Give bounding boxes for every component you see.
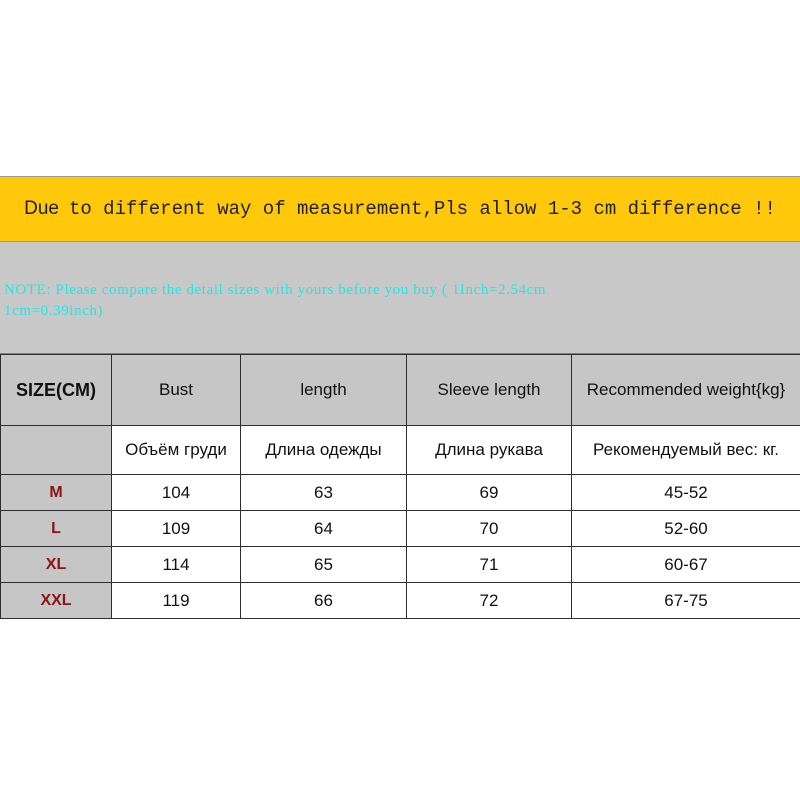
russian-header-bust: Объём груди xyxy=(112,426,241,475)
table-row xyxy=(1,583,800,619)
sleeve-value: 70 xyxy=(407,511,572,547)
length-value: 66 xyxy=(241,583,407,619)
banner-text: to different way of measurement,Pls allow 1-3 cm difference !! xyxy=(68,198,776,220)
header-length: length xyxy=(241,355,407,426)
length-value: 65 xyxy=(241,547,407,583)
note-line-2: 1cm=0.39inch) xyxy=(4,303,104,319)
header-bust: Bust xyxy=(112,355,241,426)
russian-header-weight: Рекомендуемый вес: кг. xyxy=(572,426,800,475)
weight-value: 67-75 xyxy=(572,583,800,619)
size-table xyxy=(0,354,800,619)
sleeve-value: 71 xyxy=(407,547,572,583)
size-label: XXL xyxy=(1,583,112,619)
size-chart xyxy=(0,176,800,619)
note-line-1: NOTE: Please compare the detail sizes with yours before you buy ( 1Inch=2.54cm xyxy=(4,282,547,298)
bust-value: 104 xyxy=(112,475,241,511)
weight-value: 52-60 xyxy=(572,511,800,547)
bust-value: 114 xyxy=(112,547,241,583)
table-row xyxy=(1,511,800,547)
note-box xyxy=(0,242,800,354)
table-row xyxy=(1,475,800,511)
banner-lead: Due xyxy=(24,198,59,219)
russian-header-length: Длина одежды xyxy=(241,426,407,475)
header-weight: Recommended weight{kg} xyxy=(572,355,800,426)
size-label: L xyxy=(1,511,112,547)
russian-header-blank xyxy=(1,426,112,475)
header-sleeve-length: Sleeve length xyxy=(407,355,572,426)
bust-value: 109 xyxy=(112,511,241,547)
russian-header-sleeve: Длина рукава xyxy=(407,426,572,475)
bust-value: 119 xyxy=(112,583,241,619)
sleeve-value: 72 xyxy=(407,583,572,619)
size-label: M xyxy=(1,475,112,511)
table-row xyxy=(1,547,800,583)
russian-header-row xyxy=(1,426,800,475)
header-row xyxy=(1,355,800,426)
measurement-banner xyxy=(0,176,800,242)
size-label: XL xyxy=(1,547,112,583)
sleeve-value: 69 xyxy=(407,475,572,511)
weight-value: 60-67 xyxy=(572,547,800,583)
length-value: 63 xyxy=(241,475,407,511)
weight-value: 45-52 xyxy=(572,475,800,511)
length-value: 64 xyxy=(241,511,407,547)
header-size: SIZE(CM) xyxy=(1,355,112,426)
